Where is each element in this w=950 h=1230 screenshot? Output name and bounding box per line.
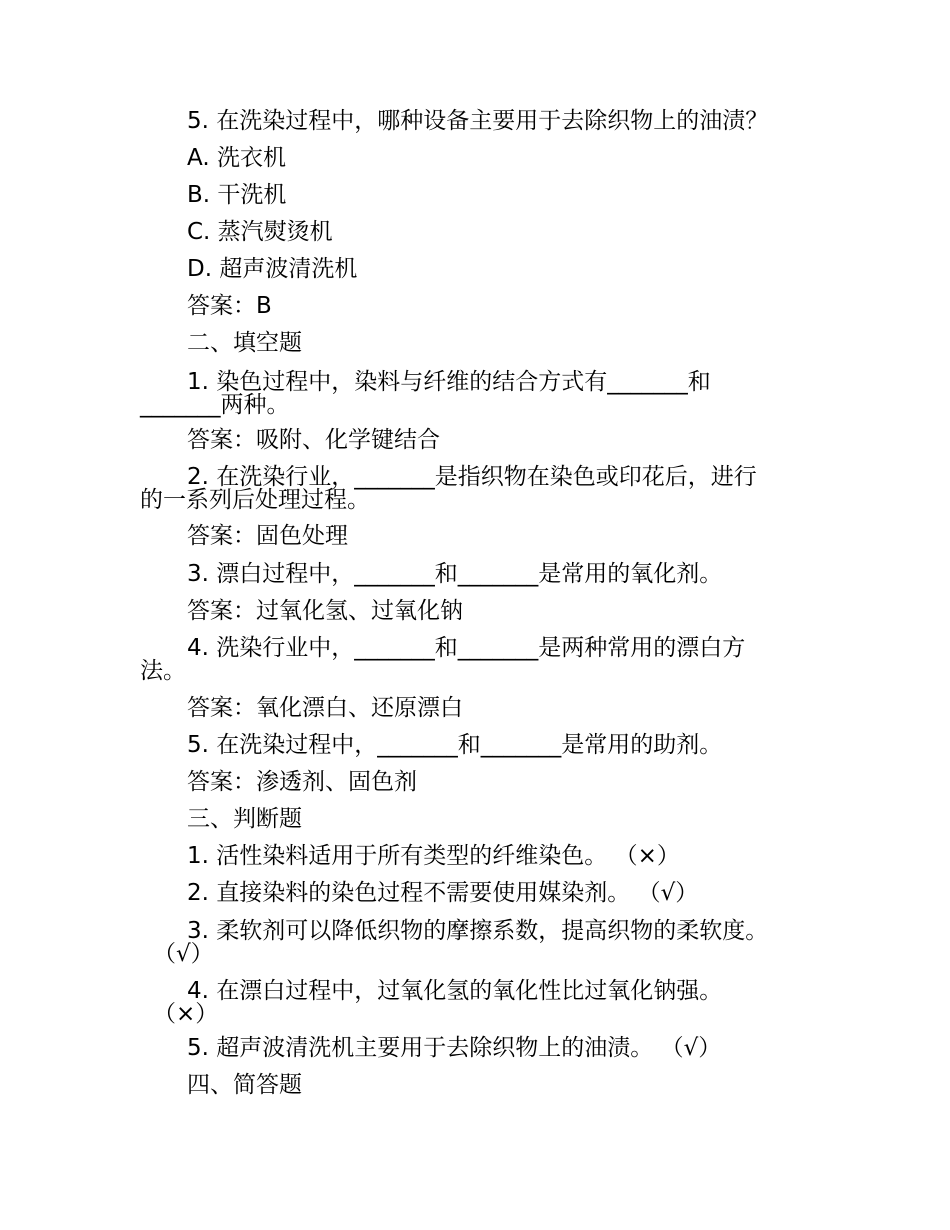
question-fill-4: 4. 洗染行业中，_______和_______是两种常用的漂白方 bbox=[187, 635, 746, 661]
answer-fill-3: 答案：过氧化氢、过氧化钠 bbox=[187, 598, 463, 624]
section-heading-short: 四、简答题 bbox=[187, 1072, 302, 1098]
option-c: C. 蒸汽熨烫机 bbox=[187, 219, 333, 245]
section-heading-fill: 二、填空题 bbox=[187, 330, 302, 356]
answer-fill-2: 答案：固色处理 bbox=[187, 523, 348, 549]
question-fill-1: 1. 染色过程中，染料与纤维的结合方式有_______和 bbox=[187, 369, 711, 395]
question-judge-2: 2. 直接染料的染色过程不需要使用媒染剂。 （√） bbox=[187, 880, 699, 906]
question-judge-1: 1. 活性染料适用于所有类型的纤维染色。 （×） bbox=[187, 843, 680, 869]
question-fill-1-cont: _______两种。 bbox=[140, 392, 290, 418]
question-judge-3-cont: （√） bbox=[153, 941, 214, 967]
option-b: B. 干洗机 bbox=[187, 182, 287, 208]
question-fill-4-cont: 法。 bbox=[140, 658, 186, 684]
question-mc-5: 5. 在洗染过程中，哪种设备主要用于去除织物上的油渍？ bbox=[187, 108, 769, 134]
option-d: D. 超声波清洗机 bbox=[187, 256, 358, 282]
answer-fill-4: 答案：氧化漂白、还原漂白 bbox=[187, 695, 463, 721]
option-a: A. 洗衣机 bbox=[187, 145, 286, 171]
question-fill-2-cont: 的一系列后处理过程。 bbox=[140, 487, 370, 513]
question-judge-3: 3. 柔软剂可以降低织物的摩擦系数，提高织物的柔软度。 bbox=[187, 918, 769, 944]
question-fill-5: 5. 在洗染过程中，_______和_______是常用的助剂。 bbox=[187, 732, 723, 758]
question-judge-5: 5. 超声波清洗机主要用于去除织物上的油渍。 （√） bbox=[187, 1035, 722, 1061]
answer-fill-5: 答案：渗透剂、固色剂 bbox=[187, 769, 417, 795]
question-judge-4: 4. 在漂白过程中，过氧化氢的氧化性比过氧化钠强。 bbox=[187, 978, 723, 1004]
section-heading-judge: 三、判断题 bbox=[187, 806, 302, 832]
question-fill-2: 2. 在洗染行业，_______是指织物在染色或印花后，进行 bbox=[187, 464, 757, 490]
answer-fill-1: 答案：吸附、化学键结合 bbox=[187, 427, 440, 453]
question-judge-4-cont: （×） bbox=[153, 1001, 219, 1027]
question-fill-3: 3. 漂白过程中，_______和_______是常用的氧化剂。 bbox=[187, 561, 723, 587]
answer-mc-5: 答案：B bbox=[187, 293, 272, 319]
